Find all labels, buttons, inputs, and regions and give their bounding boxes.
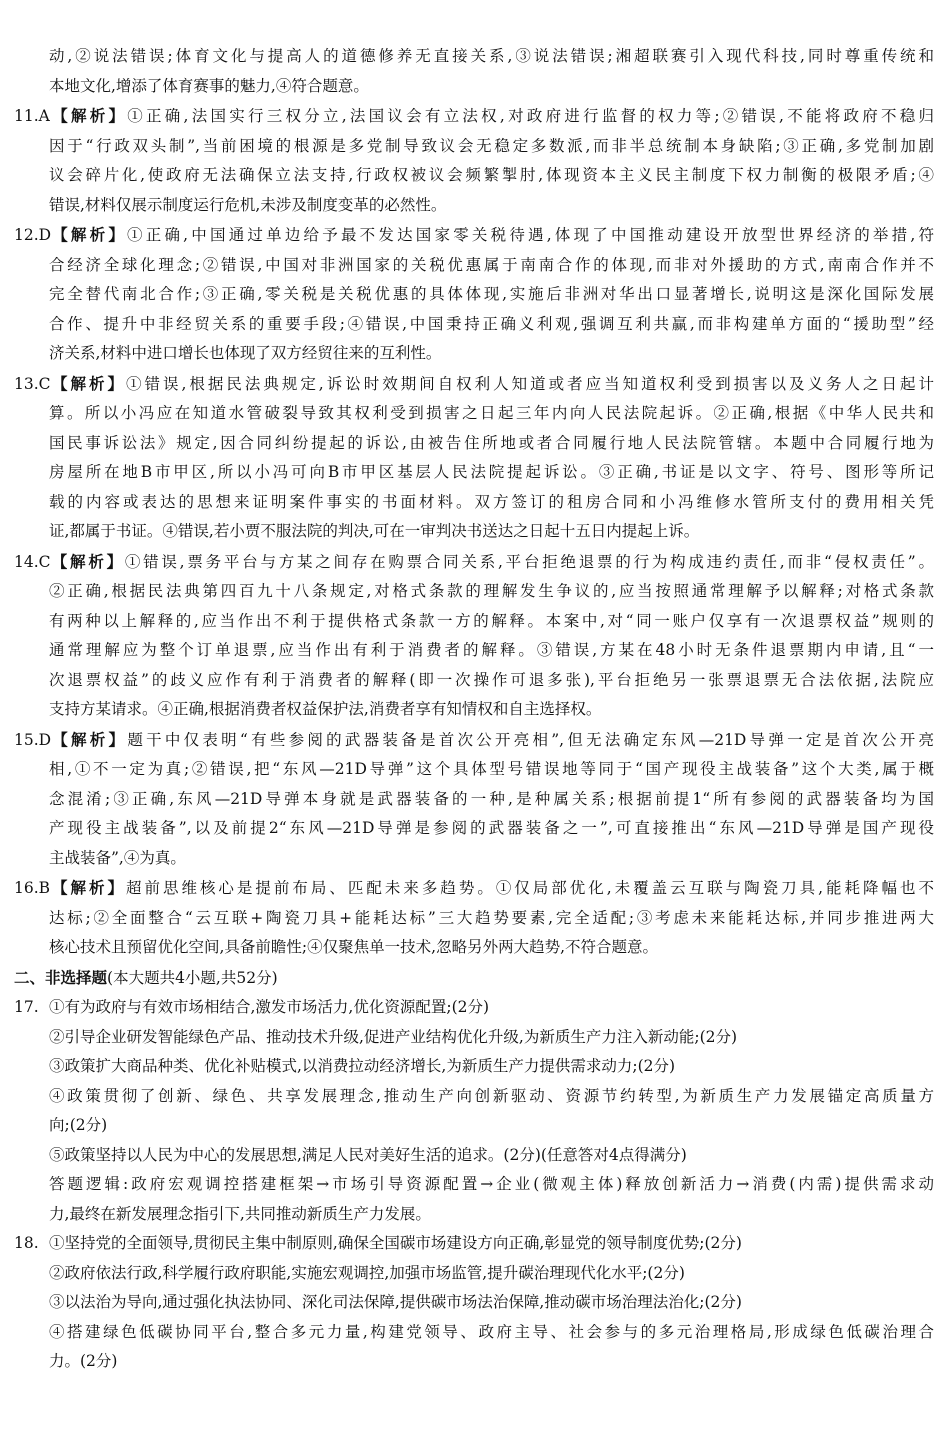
text-line: ②正确,根据民法典第四百九十八条规定,对格式条款的理解发生争议的,应当按照通常理解予以解释;对格式条款: [49, 582, 934, 600]
answer-item-16: [14, 873, 934, 963]
analysis-tag: 【解析】: [49, 106, 128, 125]
text-line: 载的内容或表达的思想来证明案件事实的书面材料。双方签订的租房合同和小冯维修水管所支付的费用相关凭: [49, 492, 934, 511]
text-line: 次退票权益”的歧义应作有利于消费者的解释(即一次操作可退多张),平台拒绝另一张票退票无合法依据,法院应: [49, 670, 934, 689]
text-line: 主战装备”,④为真。: [49, 848, 186, 867]
analysis-tag: 【解析】: [49, 729, 128, 749]
text-line: 产现役主战装备”,以及前提2“东风—21D导弹是参阅的武器装备之一”,可直接推出“东风—21D导弹是国产现役: [49, 819, 934, 837]
text-line: 房屋所在地B市甲区,所以小冯可向B市甲区基层人民法院提起诉讼。③正确,书证是以文字、符号、图形等所记: [49, 463, 934, 481]
analysis-tag: 【解析】: [49, 878, 126, 897]
section-heading: [14, 963, 934, 994]
text-line: 向;(2分): [49, 1116, 108, 1134]
answer-item-12: [14, 220, 934, 369]
text-line: 支持方某请求。④正确,根据消费者权益保护法,消费者享有知情权和自主选择权。: [49, 700, 602, 718]
answer-item-13: [14, 369, 934, 547]
analysis-tag: 【解析】: [49, 373, 126, 393]
text-line: 念混淆;③正确,东风—21D导弹本身就是武器装备的一种,是种属关系;根据前提1“所有参阅的武器装备均为国: [49, 789, 934, 808]
analysis-tag: 【解析】: [49, 225, 128, 244]
text-line: ①错误,票务平台与方某之间存在购票合同关系,平台拒绝退票的行为构成违约责任,而非“侵权责任”。: [124, 552, 934, 571]
text-line: ⑤政策坚持以人民为中心的发展思想,满足人民对美好生活的追求。(2分)(任意答对4点得满分): [49, 1145, 687, 1164]
text-line: 题干中仅表明“有些参阅的武器装备是首次公开亮相”,但无法确定东风—21D导弹一定是首次公开亮: [127, 730, 934, 749]
section-title: 二、非选择题: [14, 967, 108, 987]
item-number: 13.C: [14, 374, 51, 393]
text-line: 通常理解应为整个订单退票,应当作出有利于消费者的解释。③错误,方某在48小时无条件退票期内申请,且“一: [49, 641, 934, 659]
text-line: 答题逻辑:政府宏观调控搭建框架→市场引导资源配置→企业(微观主体)释放创新活力→消费(内需)提供需求动: [49, 1175, 934, 1193]
item-number: 16.B: [14, 879, 51, 897]
answer-content: [14, 42, 934, 1377]
text-line: 力。(2分): [49, 1352, 118, 1370]
text-line: ③以法治为导向,通过强化执法协同、深化司法保障,提供碳市场法治保障,推动碳市场治理法治化;(2分): [49, 1293, 742, 1311]
answer-item-17: [14, 993, 934, 1229]
text-line: 算。所以小冯应在知道水管破裂导致其权利受到损害之日起三年内向人民法院起诉。②正确,根据《中华人民共和: [49, 404, 934, 422]
answer-item-18: [14, 1229, 934, 1377]
item-number: 12.D: [14, 226, 52, 244]
text-line: ④搭建绿色低碳协同平台,整合多元力量,构建党领导、政府主导、社会参与的多元治理格局,形成绿色低碳治理合: [49, 1322, 934, 1341]
analysis-tag: 【解析】: [49, 551, 125, 571]
item-number: 11.A: [14, 107, 50, 125]
text-line: ①正确,法国实行三权分立,法国议会有立法权,对政府进行监督的权力等;②错误,不能将政府不稳归: [127, 107, 934, 125]
text-line: 议会碎片化,使政府无法确保立法支持,行政权被议会频繁掣肘,体现资本主义民主制度下权力制衡的极限矛盾;④: [49, 166, 934, 184]
text-line: ④政策贯彻了创新、绿色、共享发展理念,推动生产向创新驱动、资源节约转型,为新质生产力发展锚定高质量方: [49, 1086, 934, 1105]
text-line: 合作、提升中非经贸关系的重要手段;④错误,中国秉持正确义利观,强调互利共赢,而非构建单方面的“援助型”经: [49, 314, 934, 333]
text-line: 济关系,材料中进口增长也体现了双方经贸往来的互利性。: [49, 344, 442, 362]
text-line: ②引导企业研发智能绿色产品、推动技术升级,促进产业结构优化升级,为新质生产力注入新动能;(2分): [49, 1027, 738, 1046]
text-line: ①坚持党的全面领导,贯彻民主集中制原则,确保全国碳市场建设方向正确,彰显党的领导制度优势;(2分): [49, 1234, 742, 1252]
item-number: 14.C: [14, 552, 51, 571]
text-line: ①正确,中国通过单边给予最不发达国家零关税待遇,体现了中国推动建设开放型世界经济的举措,符: [127, 226, 934, 244]
text-line: 核心技术且预留优化空间,具备前瞻性;④仅聚焦单一技术,忽略另外两大趋势,不符合题意。: [49, 938, 659, 956]
text-line: 本地文化,增添了体育赛事的魅力,④符合题意。: [49, 76, 369, 95]
text-line: ①有为政府与有效市场相结合,激发市场活力,优化资源配置;(2分): [49, 998, 490, 1016]
text-line: 超前思维核心是提前布局、匹配未来多趋势。①仅局部优化,未覆盖云互联与陶瓷刀具,能耗降幅也不: [125, 879, 934, 897]
text-line: 相,①不一定为真;②错误,把“东风—21D导弹”这个具体型号错误地等同于“国产现役主战装备”这个大类,属于概: [49, 760, 934, 778]
intro-block: [14, 42, 934, 101]
text-line: 国民事诉讼法》规定,因合同纠纷提起的诉讼,由被告住所地或者合同履行地人民法院管辖。本题中合同履行地为: [49, 433, 934, 452]
item-number: 18.: [14, 1234, 39, 1252]
text-line: 因于“行政双头制”,当前困境的根源是多党制导致议会无稳定多数派,而非半总统制本身缺陷;③正确,多党制加剧: [49, 136, 934, 155]
answer-item-14: [14, 547, 934, 725]
text-line: 错误,材料仅展示制度运行危机,未涉及制度变革的必然性。: [49, 195, 447, 214]
text-line: 力,最终在新发展理念指引下,共同推动新质生产力发展。: [49, 1204, 431, 1223]
answer-item-11: [14, 101, 934, 220]
text-line: 达标;②全面整合“云互联+陶瓷刀具+能耗达标”三大趋势要素,完全适配;③考虑未来能耗达标,并同步推进两大: [49, 908, 934, 927]
text-line: 有两种以上解释的,应当作出不利于提供格式条款一方的解释。本案中,对“同一账户仅享有一次退票权益”规则的: [49, 611, 934, 630]
text-line: 证,都属于书证。④错误,若小贾不服法院的判决,可在一审判决书送达之日起十五日内提起上诉。: [49, 522, 700, 540]
item-number: 15.D: [14, 730, 52, 749]
answer-item-15: [14, 725, 934, 874]
section-note: (本大题共4小题,共52分): [107, 968, 278, 987]
text-line: 合经济全球化理念;②错误,中国对非洲国家的关税优惠属于南南合作的体现,而非对外援助的方式,南南合作并不: [49, 255, 934, 274]
text-line: ①错误,根据民法典规定,诉讼时效期间自权利人知道或者应当知道权利受到损害以及义务人之日起计: [125, 374, 934, 393]
text-line: 完全替代南北合作;③正确,零关税是关税优惠的具体体现,实施后非洲对华出口显著增长,说明这是深化国际发展: [49, 285, 934, 303]
text-line: ②政府依法行政,科学履行政府职能,实施宏观调控,加强市场监管,提升碳治理现代化水平;(2分): [49, 1263, 685, 1282]
text-line: 动,②说法错误;体育文化与提高人的道德修养无直接关系,③说法错误;湘超联赛引入现代科技,同时尊重传统和: [49, 47, 934, 65]
item-number: 17.: [14, 998, 39, 1016]
text-line: ③政策扩大商品种类、优化补贴模式,以消费拉动经济增长,为新质生产力提供需求动力;(2分): [49, 1057, 676, 1075]
